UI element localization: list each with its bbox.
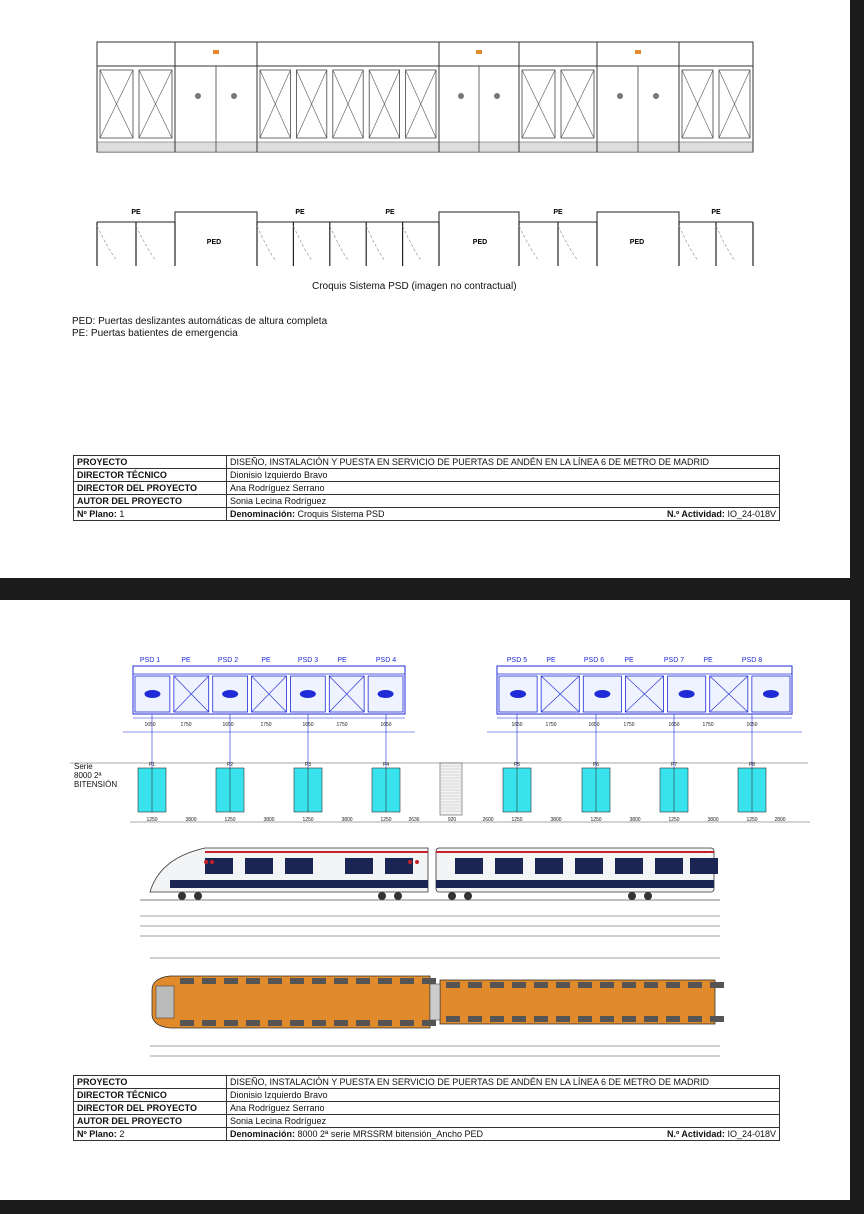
bottom-dim-4: 1250 (302, 817, 314, 823)
label-denominacion: Denominación: (230, 509, 296, 519)
plan-label-0: PE (131, 209, 141, 216)
plano-cell (74, 1128, 227, 1141)
psd-top-label-7: PSD 5 (506, 657, 528, 664)
bottom-dim-13: 3800 (629, 817, 641, 823)
bottom-dim-11: 3800 (550, 817, 562, 823)
door-label-2: P3 (304, 762, 312, 768)
psd-top-label-10: PE (624, 657, 634, 664)
bottom-dim-9: 2600 (482, 817, 494, 823)
door-label-3: P4 (382, 762, 390, 768)
label-autor: AUTOR DEL PROYECTO (74, 495, 227, 508)
psd-dim-7: 1650 (511, 722, 523, 728)
series-label-line-2: 8000 2ª (74, 771, 102, 780)
psd-top-label-11: PSD 7 (663, 657, 685, 664)
psd-top-label-2: PSD 2 (217, 657, 239, 664)
psd-dim-0: 1650 (144, 722, 156, 728)
train-plan-view (0, 950, 850, 1068)
bottom-dim-5: 3800 (341, 817, 353, 823)
bottom-dim-12: 1250 (590, 817, 602, 823)
label-actividad: N.º Actividad: (666, 1129, 725, 1139)
value-denominacion: 8000 2ª serie MRSSRM bitensión_Ancho PED (297, 1129, 483, 1139)
label-denominacion: Denominación: (230, 1129, 296, 1139)
plan-label-7: PE (711, 209, 721, 216)
legend (72, 316, 327, 340)
value-proyecto: DISEÑO, INSTALACIÓN Y PUESTA EN SERVICIO DE PUERTAS DE ANDÉN EN LA LÍNEA 6 DE METRO DE MADRID (227, 1076, 780, 1089)
title-block (73, 455, 780, 521)
title-block-2 (73, 1075, 780, 1141)
psd-top-label-9: PSD 6 (583, 657, 605, 664)
label-director-proyecto: DIRECTOR DEL PROYECTO (74, 1102, 227, 1115)
door-label-7: P8 (748, 762, 756, 768)
psd-top-label-13: PSD 8 (741, 657, 763, 664)
psd-dim-8: 1750 (545, 722, 557, 728)
psd-dim-13: 1650 (746, 722, 758, 728)
value-autor: Sonia Lecina Rodríguez (227, 495, 780, 508)
psd-dim-4: 1650 (302, 722, 314, 728)
door-label-4: P5 (513, 762, 521, 768)
value-actividad: IO_24-018V (727, 509, 776, 519)
psd-dim-6: 1650 (380, 722, 392, 728)
label-proyecto: PROYECTO (74, 456, 227, 469)
plan-label-2: PE (295, 209, 305, 216)
denominacion-cell (227, 1128, 780, 1141)
value-director-proyecto: Ana Rodríguez Serrano (227, 482, 780, 495)
door-label-1: P2 (226, 762, 234, 768)
psd-elevation-drawing (0, 38, 850, 198)
psd-dim-12: 1750 (702, 722, 714, 728)
psd-top-label-6: PSD 4 (375, 657, 397, 664)
legend-ped: PED: Puertas deslizantes automáticas de altura completa (72, 316, 328, 327)
psd-dim-2: 1650 (222, 722, 234, 728)
series-label-line-3: BITENSIÓN (74, 780, 118, 789)
psd-dim-1: 1750 (180, 722, 192, 728)
psd-dim-10: 1750 (623, 722, 635, 728)
psd-dim-9: 1650 (588, 722, 600, 728)
value-plano: 2 (119, 1129, 125, 1139)
plan-page-2 (0, 600, 850, 1200)
psd-plan-drawing (0, 200, 850, 280)
psd-top-label-3: PE (261, 657, 271, 664)
label-autor: AUTOR DEL PROYECTO (74, 1115, 227, 1128)
value-director-tecnico: Dionisio Izquierdo Bravo (227, 469, 780, 482)
plan-label-5: PE (553, 209, 563, 216)
series-label (74, 762, 117, 789)
label-plano: Nº Plano: (77, 509, 117, 519)
bottom-dim-7: 2636 (408, 817, 420, 823)
psd-dim-5: 1750 (336, 722, 348, 728)
plan-label-6: PED (629, 239, 645, 246)
plano-cell (74, 508, 227, 521)
actividad (667, 508, 776, 520)
plan-label-4: PED (472, 239, 488, 246)
label-director-proyecto: DIRECTOR DEL PROYECTO (74, 482, 227, 495)
train-side-view (0, 836, 850, 946)
psd-top-label-12: PE (703, 657, 713, 664)
value-director-tecnico: Dionisio Izquierdo Bravo (227, 1089, 780, 1102)
bottom-dim-1: 3800 (185, 817, 197, 823)
label-plano: Nº Plano: (77, 1129, 117, 1139)
label-actividad: N.º Actividad: (666, 509, 725, 519)
bottom-dim-14: 1250 (668, 817, 680, 823)
bottom-dim-17: 2800 (774, 817, 786, 823)
bottom-dim-3: 3800 (263, 817, 275, 823)
value-director-proyecto: Ana Rodríguez Serrano (227, 1102, 780, 1115)
bottom-dim-0: 1250 (146, 817, 158, 823)
psd-top-label-4: PSD 3 (297, 657, 319, 664)
door-label-5: P6 (592, 762, 600, 768)
psd-top-label-8: PE (546, 657, 556, 664)
value-denominacion: Croquis Sistema PSD (297, 509, 385, 519)
actividad (667, 1128, 776, 1140)
bottom-dim-6: 1250 (380, 817, 392, 823)
value-plano: 1 (119, 509, 125, 519)
label-proyecto: PROYECTO (74, 1076, 227, 1089)
bottom-dim-2: 1250 (224, 817, 236, 823)
bottom-dim-15: 3800 (707, 817, 719, 823)
series-label-line-1: Serie (74, 762, 93, 771)
door-label-0: P1 (148, 762, 156, 768)
legend-pe: PE: Puertas batientes de emergencia (72, 328, 238, 339)
drawing-caption: Croquis Sistema PSD (imagen no contractual) (312, 281, 517, 292)
plan-page-1 (0, 0, 850, 578)
psd-dim-11: 1650 (668, 722, 680, 728)
denominacion-cell (227, 508, 780, 521)
psd-top-label-5: PE (337, 657, 347, 664)
psd-top-label-0: PSD 1 (139, 657, 161, 664)
psd-dim-3: 1750 (260, 722, 272, 728)
bottom-dim-10: 1250 (511, 817, 523, 823)
psd-top-label-1: PE (181, 657, 191, 664)
bottom-dim-8: 920 (447, 817, 457, 823)
bottom-dim-16: 1250 (746, 817, 758, 823)
door-label-6: P7 (670, 762, 678, 768)
value-proyecto: DISEÑO, INSTALACIÓN Y PUESTA EN SERVICIO DE PUERTAS DE ANDÉN EN LA LÍNEA 6 DE METRO DE MADRID (227, 456, 780, 469)
plan-label-3: PE (385, 209, 395, 216)
value-autor: Sonia Lecina Rodríguez (227, 1115, 780, 1128)
label-director-tecnico: DIRECTOR TÉCNICO (74, 1089, 227, 1102)
label-director-tecnico: DIRECTOR TÉCNICO (74, 469, 227, 482)
plan-label-1: PED (206, 239, 222, 246)
value-actividad: IO_24-018V (727, 1129, 776, 1139)
